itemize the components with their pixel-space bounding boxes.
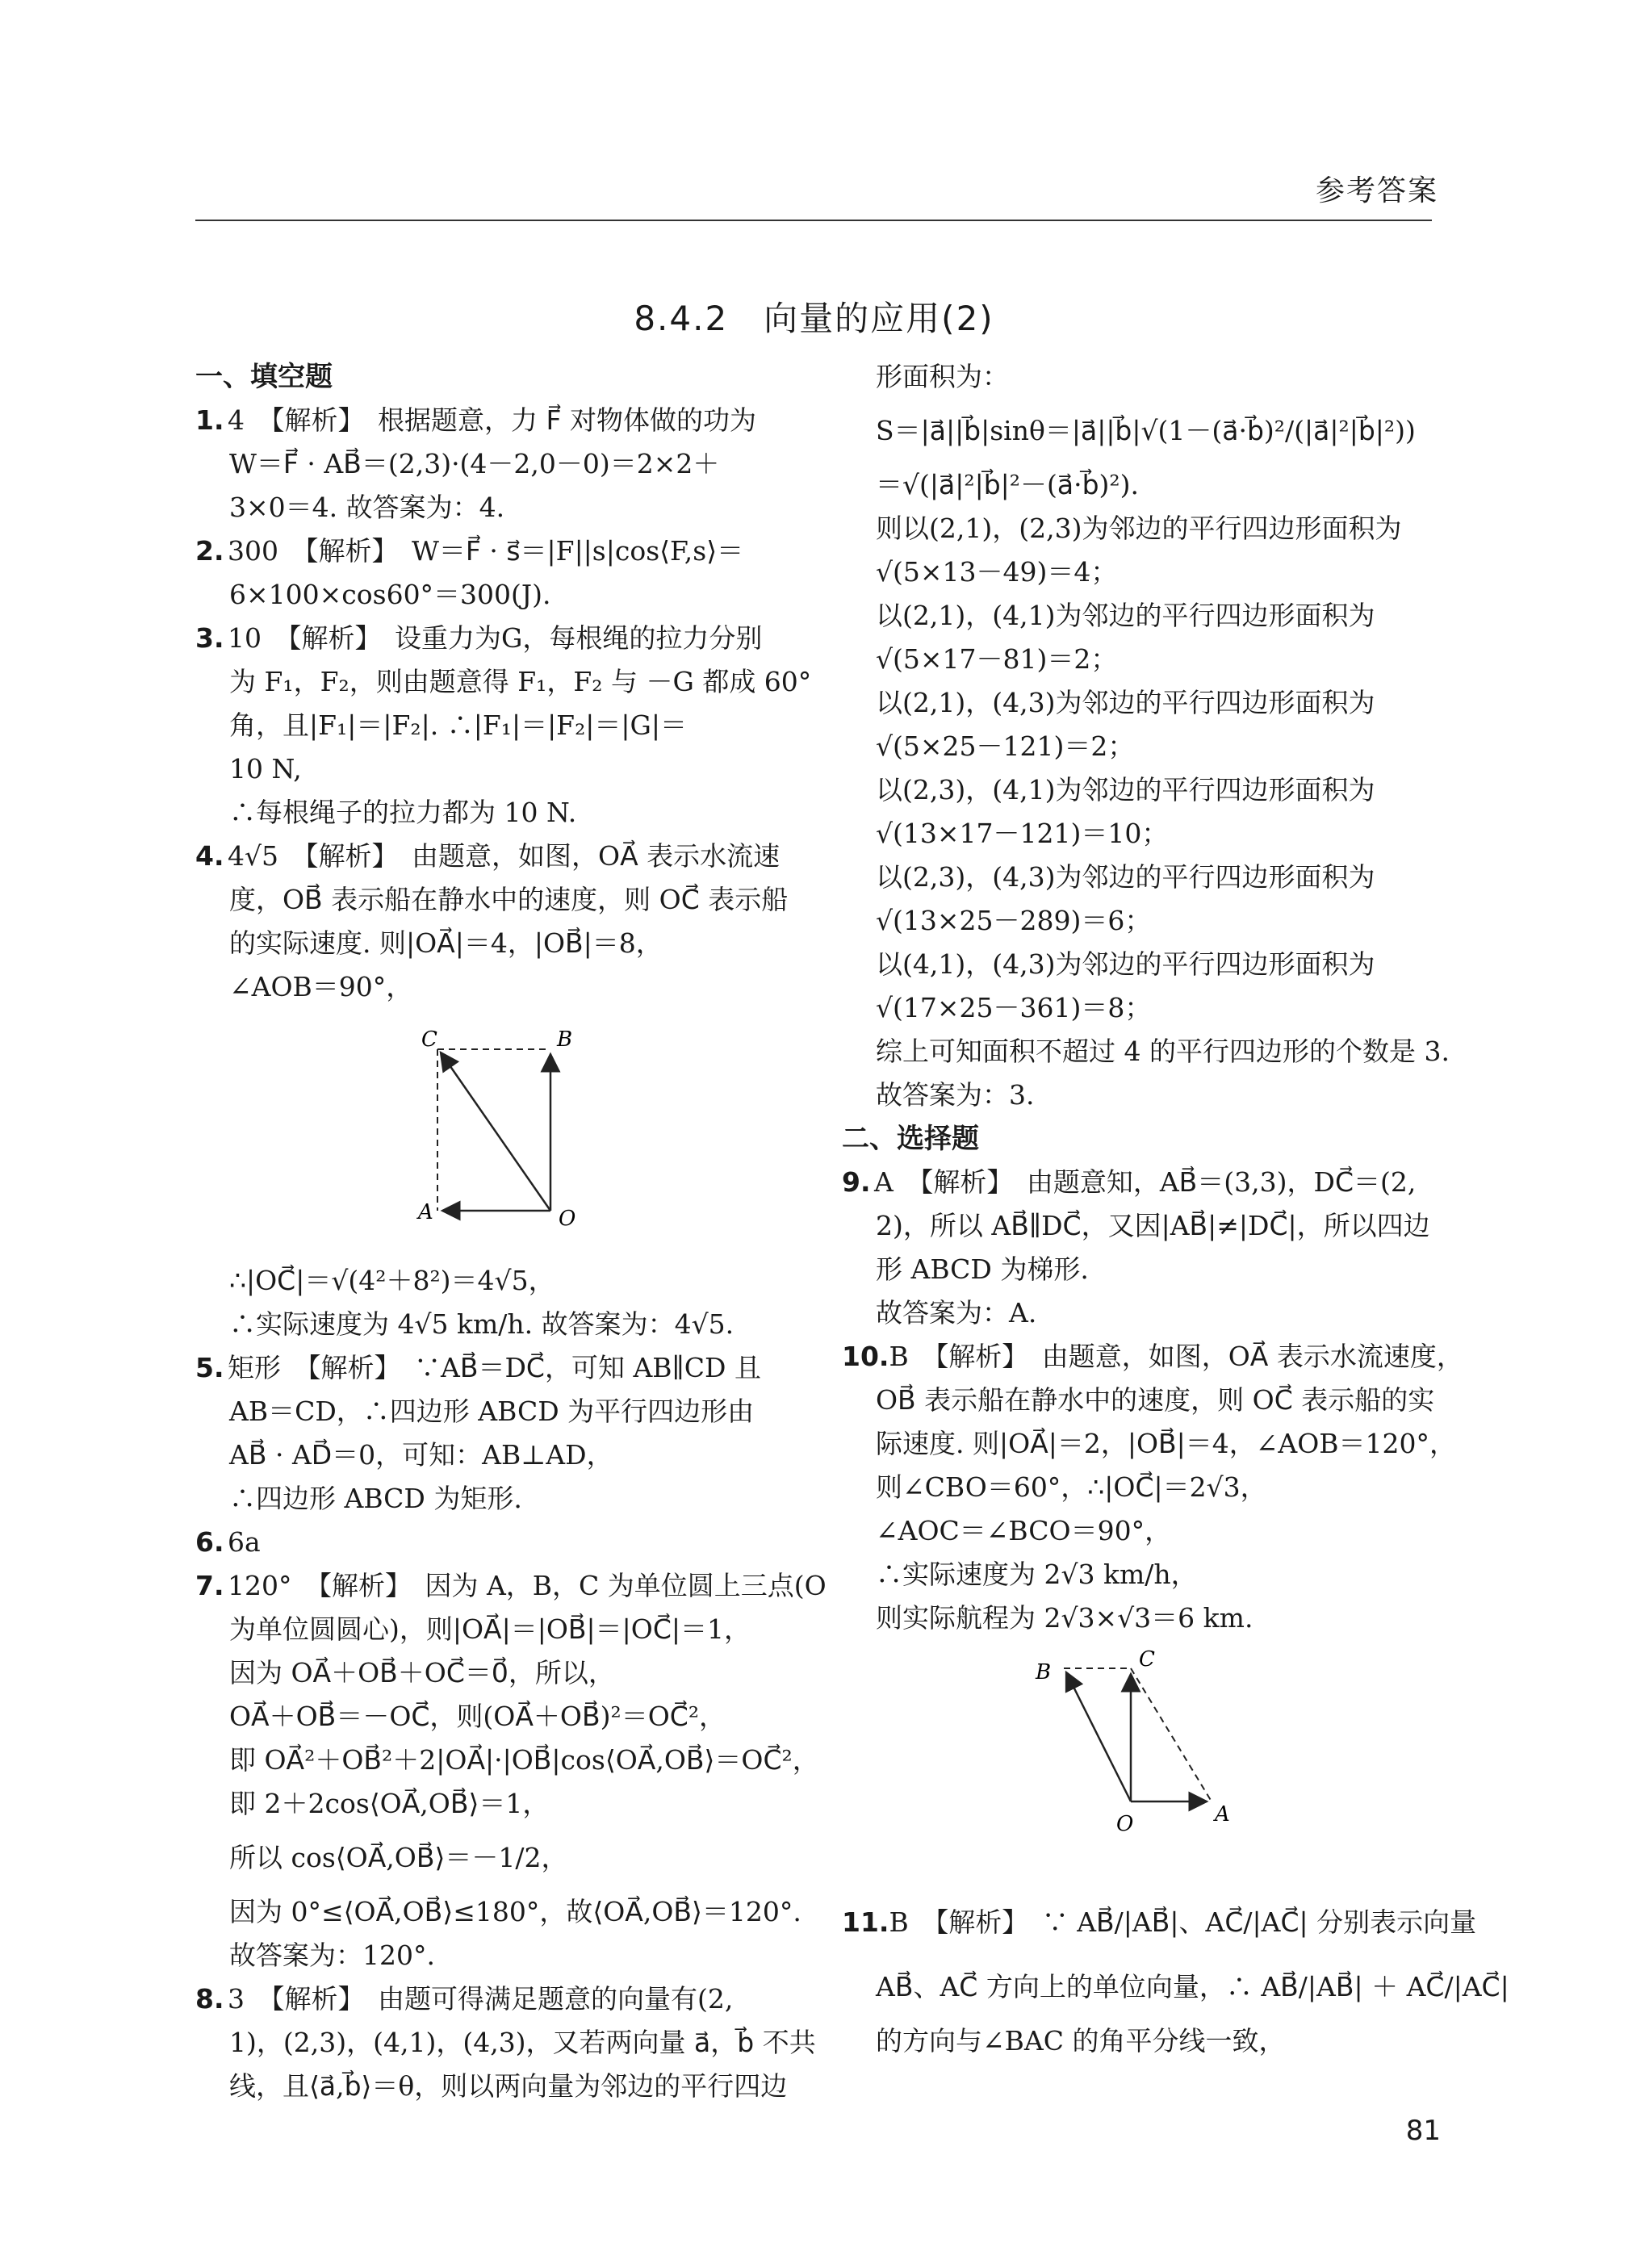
line-text: 以(2,1)，(4,3)为邻边的平行四边形面积为 [876, 687, 1375, 718]
text-line [842, 1553, 1439, 1596]
line-text: 以(2,3)，(4,3)为邻边的平行四边形面积为 [876, 861, 1375, 893]
text-line [195, 1977, 793, 2021]
line-text: √(17×25－361)＝8； [876, 992, 1152, 1023]
text-line [195, 1651, 793, 1695]
line-text: ∴|OC⃗|＝√(4²＋8²)＝4√5， [229, 1265, 555, 1296]
line-text: 一、填空题 [195, 361, 333, 393]
question-number: 4. [195, 840, 224, 872]
line-text: √(5×17－81)＝2； [876, 643, 1118, 675]
section-heading [842, 1117, 1439, 1161]
figure-10-vector-diagram [1003, 1648, 1342, 1882]
line-text: √(13×25－289)＝6； [876, 905, 1152, 936]
text-line [195, 442, 793, 486]
header-label: 参考答案 [1315, 174, 1438, 207]
line-text: 所以 cos⟨OA⃗,OB⃗⟩＝－1/2， [229, 1842, 568, 1873]
line-text: OA⃗＋OB⃗＝－OC⃗，则(OA⃗＋OB⃗)²＝OC⃗²， [229, 1701, 726, 1732]
line-text: 3×0＝4. 故答案为：4. [229, 492, 505, 523]
text-line [195, 791, 793, 835]
text-line [195, 922, 793, 965]
text-line [842, 1161, 1439, 1204]
fig2-label-b: B [1036, 1660, 1052, 1684]
text-line [842, 899, 1439, 943]
page-number: 81 [1405, 2115, 1441, 2147]
line-text: ∠AOC＝∠BCO＝90°， [876, 1515, 1172, 1546]
line-text: B 【解析】 ∵ AB⃗/|AB⃗|、AC⃗/|AC⃗| 分别表示向量 [889, 1906, 1477, 1938]
text-line [195, 660, 812, 704]
line-text: AB⃗、AC⃗ 方向上的单位向量，∴ AB⃗/|AB⃗| ＋ AC⃗/|AC⃗| [876, 1971, 1509, 2002]
fig1-label-a: A [418, 1200, 433, 1224]
line-text: 3 【解析】 由题可得满足题意的向量有(2, [228, 1983, 734, 2015]
text-line [195, 1303, 793, 1346]
text-line [195, 1346, 793, 1390]
fig2-label-c: C [1139, 1647, 1155, 1672]
line-text: 因为 0°≤⟨OA⃗,OB⃗⟩≤180°，故⟨OA⃗,OB⃗⟩＝120°. [229, 1896, 801, 1927]
text-line [842, 986, 1439, 1030]
line-text: S＝|a⃗||b⃗|sinθ＝|a⃗||b⃗|√(1－(a⃗·b⃗)²/(|a⃗|²|b⃗|²)) [876, 415, 1416, 446]
line-text: 2)，所以 AB⃗∥DC⃗，又因|AB⃗|≠|DC⃗|，所以四边 [876, 1210, 1430, 1241]
line-text: A 【解析】 由题意知，AB⃗＝(3,3)，DC⃗＝(2, [874, 1166, 1417, 1198]
text-line [842, 1248, 1439, 1291]
line-text: 矩形 【解析】 ∵AB⃗＝DC⃗，可知 AB∥CD 且 [228, 1352, 761, 1383]
line-text: 二、选择题 [842, 1123, 979, 1155]
text-line [195, 878, 793, 922]
text-line [195, 2065, 793, 2108]
line-text: 为 F₁，F₂，则由题意得 F₁，F₂ 与 －G 都成 60° [229, 666, 812, 697]
question-number: 8. [195, 1983, 224, 2015]
question-number: 1. [195, 404, 224, 436]
line-text: 6×100×cos60°＝300(J). [229, 579, 551, 610]
line-text: B 【解析】 由题意，如图，OA⃗ 表示水流速度， [889, 1341, 1463, 1372]
text-line [842, 681, 1439, 725]
text-line [195, 1433, 793, 1477]
text-line [842, 355, 1439, 399]
text-line [195, 1564, 827, 1608]
line-text: ∠AOB＝90°， [229, 971, 413, 1002]
right-column [842, 355, 1509, 2063]
line-text: ∴四边形 ABCD 为矩形. [229, 1483, 522, 1514]
text-line [842, 1890, 1477, 1955]
line-text: 6a [228, 1526, 261, 1558]
question-number: 3. [195, 622, 224, 654]
line-text: AB＝CD，∴四边形 ABCD 为平行四边形由 [229, 1396, 755, 1427]
line-text: OB⃗ 表示船在静水中的速度，则 OC⃗ 表示船的实 [876, 1384, 1435, 1416]
text-line [842, 1204, 1439, 1248]
text-line [195, 486, 793, 529]
text-line [842, 812, 1439, 856]
line-text: ∴每根绳子的拉力都为 10 N. [229, 797, 577, 828]
line-text: 综上可知面积不超过 4 的平行四边形的个数是 3. [876, 1036, 1450, 1067]
text-line [195, 1259, 793, 1303]
text-line [842, 463, 1439, 507]
question-number: 7. [195, 1570, 224, 1601]
line-text: 即 2＋2cos⟨OA⃗,OB⃗⟩＝1， [229, 1788, 550, 1819]
text-line [842, 1596, 1439, 1640]
line-text: 为单位圆圆心)，则|OA⃗|＝|OB⃗|＝|OC⃗|＝1， [229, 1613, 751, 1645]
text-line [842, 725, 1439, 768]
text-line [195, 1477, 793, 1521]
text-line [195, 529, 793, 573]
figure-4-vector-diagram [357, 1017, 696, 1251]
line-text: 形面积为： [876, 361, 1009, 392]
fig2-label-o: O [1116, 1812, 1134, 1836]
line-text: 的方向与∠BAC 的角平分线一致， [876, 2025, 1286, 2057]
text-line [842, 638, 1439, 681]
line-text: 1)，(2,3)，(4,1)，(4,3)，又若两向量 a⃗，b⃗ 不共 [229, 2027, 816, 2058]
text-line [842, 1073, 1439, 1117]
line-text: 则以(2,1)，(2,3)为邻边的平行四边形面积为 [876, 513, 1402, 544]
text-line [195, 617, 793, 660]
text-line [842, 768, 1439, 812]
page-title: 8.4.2 向量的应用(2) [634, 299, 994, 338]
text-line [195, 835, 793, 878]
question-number: 10. [842, 1341, 889, 1372]
line-text: 以(2,1)，(4,1)为邻边的平行四边形面积为 [876, 600, 1375, 631]
fig1-label-c: C [421, 1027, 437, 1052]
line-text: √(5×25－121)＝2； [876, 730, 1135, 762]
line-text: 120° 【解析】 因为 A，B，C 为单位圆上三点(O [228, 1570, 827, 1601]
text-line [195, 1890, 801, 1934]
text-line [842, 1030, 1450, 1073]
line-text: √(13×17－121)＝10； [876, 818, 1169, 849]
line-text: W＝F⃗ · AB⃗＝(2,3)·(4－2,0－0)＝2×2＋ [229, 448, 720, 479]
line-text: 度，OB⃗ 表示船在静水中的速度，则 OC⃗ 表示船 [229, 884, 789, 915]
line-text: √(5×13－49)＝4； [876, 556, 1118, 588]
text-line [842, 594, 1439, 638]
line-text: 4√5 【解析】 由题意，如图，OA⃗ 表示水流速 [228, 840, 781, 872]
text-line [195, 1390, 793, 1433]
text-line [842, 856, 1439, 899]
text-line [195, 399, 793, 442]
text-line [195, 2021, 816, 2065]
section-heading [195, 355, 793, 399]
text-line [842, 2019, 1439, 2063]
text-line [842, 943, 1439, 986]
line-text: 故答案为：3. [876, 1079, 1035, 1111]
header-rule [195, 220, 1432, 221]
line-text: 以(2,3)，(4,1)为邻边的平行四边形面积为 [876, 774, 1375, 806]
text-line [842, 399, 1439, 463]
text-line [842, 1335, 1463, 1379]
text-line [842, 1466, 1439, 1509]
line-text: 则实际航程为 2√3×√3＝6 km. [876, 1602, 1253, 1634]
line-text: ∴实际速度为 2√3 km/h， [876, 1559, 1198, 1590]
line-text: 故答案为：120°. [229, 1940, 435, 1971]
text-line [195, 704, 793, 747]
text-line [195, 965, 793, 1009]
line-text: ＝√(|a⃗|²|b⃗|²－(a⃗·b⃗)²). [876, 469, 1140, 500]
text-line [842, 1379, 1439, 1422]
text-line [195, 1782, 793, 1826]
left-column [195, 355, 827, 2108]
line-text: 以(4,1)，(4,3)为邻边的平行四边形面积为 [876, 948, 1375, 980]
line-text: 因为 OA⃗＋OB⃗＋OC⃗＝0⃗，所以， [229, 1657, 615, 1688]
question-number: 9. [842, 1166, 871, 1198]
fig2-label-a: A [1215, 1802, 1230, 1827]
text-line [195, 1826, 793, 1890]
question-number: 5. [195, 1352, 224, 1383]
line-text: 300 【解析】 W＝F⃗ · s⃗＝|F||s|cos⟨F,s⟩＝ [228, 535, 744, 567]
text-line [195, 1521, 793, 1564]
line-text: 10 【解析】 设重力为G，每根绳的拉力分别 [228, 622, 763, 654]
line-text: AB⃗ · AD⃗＝0，可知：AB⊥AD， [229, 1439, 613, 1471]
text-line [842, 1955, 1509, 2019]
line-text: 10 N, [229, 753, 302, 785]
text-line [195, 1695, 793, 1739]
text-line [195, 747, 793, 791]
text-line [842, 550, 1439, 594]
fig1-label-o: O [559, 1207, 576, 1231]
text-line [842, 1509, 1439, 1553]
question-number: 11. [842, 1906, 889, 1938]
line-text: 角，且|F₁|＝|F₂|. ∴|F₁|＝|F₂|＝|G|＝ [229, 709, 688, 741]
text-line [842, 507, 1439, 550]
question-number: 6. [195, 1526, 224, 1558]
line-text: ∴实际速度为 4√5 km/h. 故答案为：4√5. [229, 1308, 734, 1340]
line-text: 线，且⟨a⃗,b⃗⟩＝θ，则以两向量为邻边的平行四边 [229, 2070, 788, 2102]
line-text: 的实际速度. 则|OA⃗|＝4，|OB⃗|＝8， [229, 927, 663, 959]
text-line [195, 1608, 793, 1651]
line-text: 4 【解析】 根据题意，力 F⃗ 对物体做的功为 [228, 404, 756, 436]
line-text: 故答案为：A. [876, 1297, 1037, 1329]
question-number: 2. [195, 535, 224, 567]
line-text: 形 ABCD 为梯形. [876, 1253, 1089, 1285]
text-line [195, 573, 793, 617]
text-line [195, 1739, 819, 1782]
fig1-label-b: B [557, 1027, 573, 1052]
text-line [195, 1934, 793, 1977]
text-line [842, 1291, 1439, 1335]
text-line [842, 1422, 1457, 1466]
line-text: 际速度. 则|OA⃗|＝2，|OB⃗|＝4，∠AOB＝120°， [876, 1428, 1457, 1459]
line-text: 即 OA⃗²＋OB⃗²＋2|OA⃗|·|OB⃗|cos⟨OA⃗,OB⃗⟩＝OC⃗²， [229, 1744, 819, 1776]
line-text: 则∠CBO＝60°，∴|OC⃗|＝2√3， [876, 1471, 1267, 1503]
